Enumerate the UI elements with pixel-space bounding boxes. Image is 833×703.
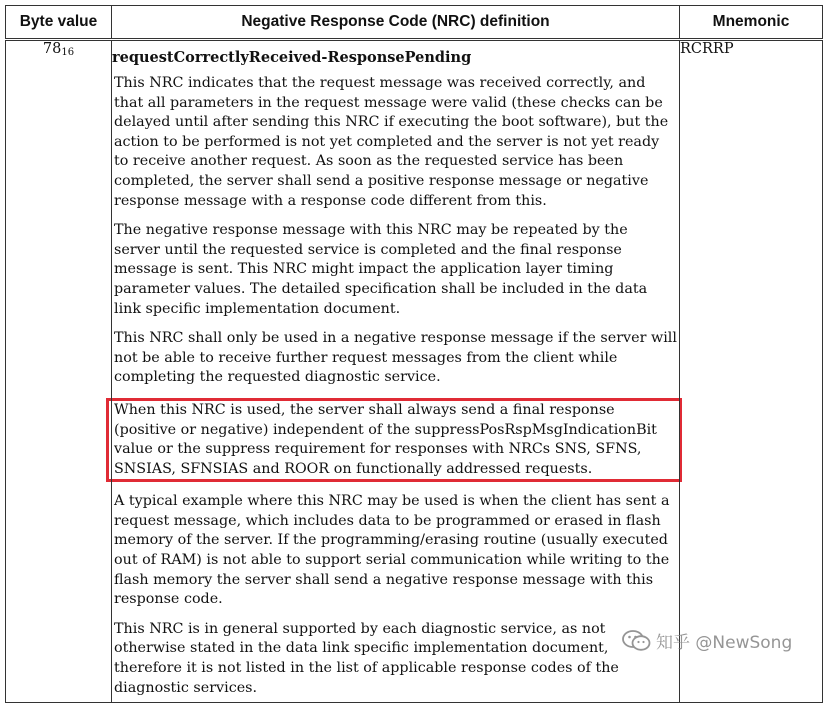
definition-paragraph: This NRC is in general supported by each diagnostic service, as not otherwise stated in the data link specific implementation document, therefore it is not listed in the list of applicable response codes of the diagnostic services. bbox=[114, 620, 619, 696]
watermark-text: 知乎 @NewSong bbox=[656, 633, 793, 653]
wechat-icon bbox=[622, 629, 652, 653]
header-byte-value: Byte value bbox=[6, 6, 112, 40]
definition-paragraph: A typical example where this NRC may be used is when the client has sent a request message, which includes data to be programmed or erased in flash memory of the server. If the programming/erasing routine (usually executed out of RAM) is not able to support serial communication while writing to the flash memory the server shall send a negative response message with this response code. bbox=[114, 493, 670, 608]
mnemonic-value: RCRRP bbox=[680, 41, 734, 57]
mnemonic-cell bbox=[680, 40, 823, 703]
byte-value-cell bbox=[6, 40, 112, 703]
nrc-table bbox=[5, 5, 823, 703]
header-definition: Negative Response Code (NRC) definition bbox=[112, 6, 680, 40]
table-row bbox=[6, 40, 823, 703]
definition-paragraph: This NRC indicates that the request message was received correctly, and that all parameters in the request message were valid (these checks can be delayed until after sending this NRC if executing the boot software), but the action to be performed is not yet completed and the server is not yet ready to receive another request. As soon as the requested service has been completed, the server shall send a positive response message or negative response message with a response code different from this. bbox=[114, 75, 669, 209]
watermark bbox=[622, 628, 792, 653]
nrc-title: requestCorrectlyReceived-ResponsePending bbox=[112, 49, 472, 66]
byte-value: 78 bbox=[42, 41, 62, 57]
definition-paragraph: The negative response message with this NRC may be repeated by the server until the requested service is completed and the final response message is sent. This NRC might impact the application layer timing parameter values. The detailed specification shall be included in the data link specific implementation document. bbox=[114, 222, 648, 317]
highlighted-paragraph: When this NRC is used, the server shall always send a final response (positive or negative) independent of the suppressPosRspMsgIndicationBit value or the suppress requirement for responses with NRCs SNS, SFNS, SNSIAS, SFNSIAS and ROOR on functionally addressed requests. bbox=[106, 398, 682, 482]
definition-paragraph: This NRC shall only be used in a negative response message if the server will not be able to receive further request messages from the client while completing the requested diagnostic service. bbox=[114, 330, 677, 386]
definition-cell bbox=[112, 40, 680, 703]
byte-value-base: 16 bbox=[61, 47, 75, 58]
header-mnemonic: Mnemonic bbox=[680, 6, 823, 40]
table-header-row bbox=[6, 6, 823, 40]
